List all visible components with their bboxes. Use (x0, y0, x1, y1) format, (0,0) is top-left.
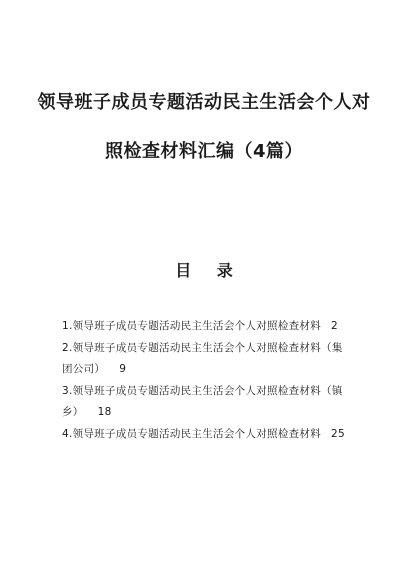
toc-entry-number: 3. (62, 384, 73, 397)
toc-entry-2[interactable] (62, 338, 362, 381)
toc-entry-continuation: 团公司） (62, 363, 106, 375)
document-title-line-2: 照检查材料汇编（4篇） (104, 141, 304, 162)
toc-entry-1[interactable] (62, 316, 362, 338)
toc-entry-3[interactable] (62, 381, 362, 424)
toc-entry-page: 9 (119, 363, 127, 375)
toc-entry-text: 领导班子成员专题活动民主生活会个人对照检查材料（镇 (72, 384, 343, 397)
toc-entry-text: 领导班子成员专题活动民主生活会个人对照检查材料 (72, 320, 322, 332)
toc-entry-page: 18 (97, 406, 112, 418)
toc-entry-continuation: 乡） (62, 406, 84, 418)
toc-entry-4[interactable] (62, 424, 362, 446)
toc-entry-page: 25 (331, 427, 345, 440)
table-of-contents (62, 316, 362, 445)
toc-entry-text: 领导班子成员专题活动民主生活会个人对照检查材料（集 (72, 341, 343, 354)
toc-entry-number: 4. (62, 427, 73, 440)
toc-entry-number: 2. (62, 341, 73, 354)
toc-entry-number: 1. (62, 320, 73, 332)
toc-heading: 目 录 (175, 261, 243, 280)
document-title-line-1: 领导班子成员专题活动民主生活会个人对 (37, 92, 371, 113)
toc-entry-text: 领导班子成员专题活动民主生活会个人对照检查材料 (72, 427, 322, 440)
toc-entry-page: 2 (331, 320, 339, 332)
